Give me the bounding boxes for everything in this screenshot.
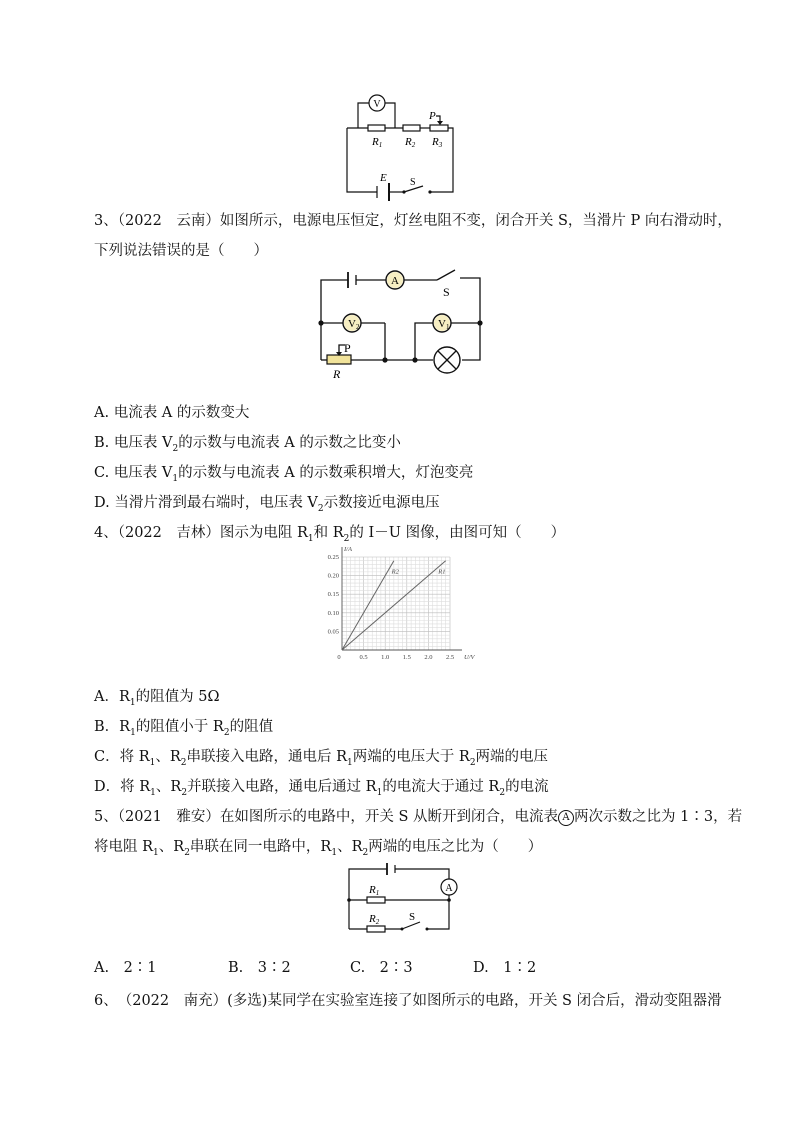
q3-option-b: B. 电压表 $V_2$的示数与电流表 A 的示数之比变小 <box>94 435 401 454</box>
ammeter-label: A <box>391 275 399 287</box>
r1-label: R1 <box>372 136 383 149</box>
ammeter-symbol: A <box>558 810 574 826</box>
v1-label: V1 <box>438 318 450 331</box>
q5-option-a: A. 2∶1 <box>94 960 157 976</box>
q5-stem-line1: 5、（2021 雅安）在如图所示的电路中，开关 S 从断开到闭合，电流表 A 两次示数之比为 1∶3，若 <box>94 809 743 825</box>
q5-option-d: D. 1∶2 <box>473 960 537 976</box>
switch-s-label: S <box>409 911 416 923</box>
y-tick-label: 0.15 <box>327 591 339 599</box>
q3-option-c: C. 电压表 $V_1$的示数与电流表 A 的示数乘积增大，灯泡变亮 <box>94 465 474 484</box>
q6-stem-line1: 6、 （2022 南充）(多选)某同学在实验室连接了如图所示的电路，开关 S 闭合后，滑动变阻器滑 <box>94 993 722 1009</box>
voltmeter-label: V <box>373 99 381 110</box>
x-tick-label: 2.5 <box>445 654 455 661</box>
q3-option-a: A. 电流表 A 的示数变大 <box>94 405 250 421</box>
switch-s-label: S <box>443 285 450 299</box>
y-tick-label: 0.25 <box>327 554 339 561</box>
y-tick-label: 0.05 <box>327 628 339 636</box>
switch-s-label: S <box>410 177 416 188</box>
q5-option-c: C. 2∶3 <box>350 960 413 976</box>
series-label-r2: R2 <box>391 568 399 576</box>
q3-stem-line1: 3、（2022 云南）如图所示，电源电压恒定，灯丝电阻不变，闭合开关 S，当滑片 P 向右滑动时， <box>94 213 732 229</box>
q3-option-d: D. 当滑片滑到最右端时，电压表 $V_2$示数接近电源电压 <box>94 495 440 514</box>
q4-option-c: C．将 $R_1$、$R_2$串联接入电路，通电后 $R_1$两端的电压大于 $R_2$两端的电压 <box>94 749 549 768</box>
r3-label: R3 <box>432 136 443 149</box>
x-tick-label: 1.5 <box>402 654 411 661</box>
battery-e-label: E <box>380 172 387 184</box>
r1-label: R1 <box>369 884 380 897</box>
slider-p-label: P <box>344 341 351 355</box>
series-label-r1: R1 <box>438 568 446 576</box>
x-axis-label: U/V <box>464 654 475 661</box>
q4-option-b: B．$R_1$的阻值小于 $R_2$的阻值 <box>94 719 274 738</box>
x-tick-label: 0 <box>337 654 341 661</box>
rheostat-r-label: R <box>333 367 341 381</box>
q5-stem-line2: 将电阻 $R_1$、$R_2$串联在同一电路中，$R_1$、$R_2$两端的电压之比为（ ） <box>94 839 543 858</box>
r2-label: R2 <box>369 913 380 926</box>
y-tick-label: 0.20 <box>327 572 339 580</box>
q4-option-a: A．$R_1$的阻值为 5Ω <box>94 689 220 708</box>
x-tick-label: 1.0 <box>381 654 390 661</box>
q4-stem: 4、（2022 吉林）图示为电阻 $R_1$和 $R_2$的 I－U 图像，由图可知（ ） <box>94 525 566 544</box>
slider-p-label: P <box>429 110 436 122</box>
y-tick-label: 0.10 <box>327 609 339 617</box>
q5-option-b: B. 3∶2 <box>228 960 291 976</box>
y-axis-label: I/A <box>344 546 352 553</box>
ammeter-label: A <box>445 883 453 894</box>
q4-option-d: D．将 $R_1$、$R_2$并联接入电路，通电后通过 $R_1$的电流大于通过 $R_2$的电流 <box>94 779 549 798</box>
v2-label: V2 <box>348 318 360 331</box>
x-tick-label: 0.5 <box>359 654 368 661</box>
x-tick-label: 2.0 <box>424 654 433 661</box>
q3-stem-line2: 下列说法错误的是（ ） <box>94 243 268 259</box>
r2-label: R2 <box>405 136 416 149</box>
